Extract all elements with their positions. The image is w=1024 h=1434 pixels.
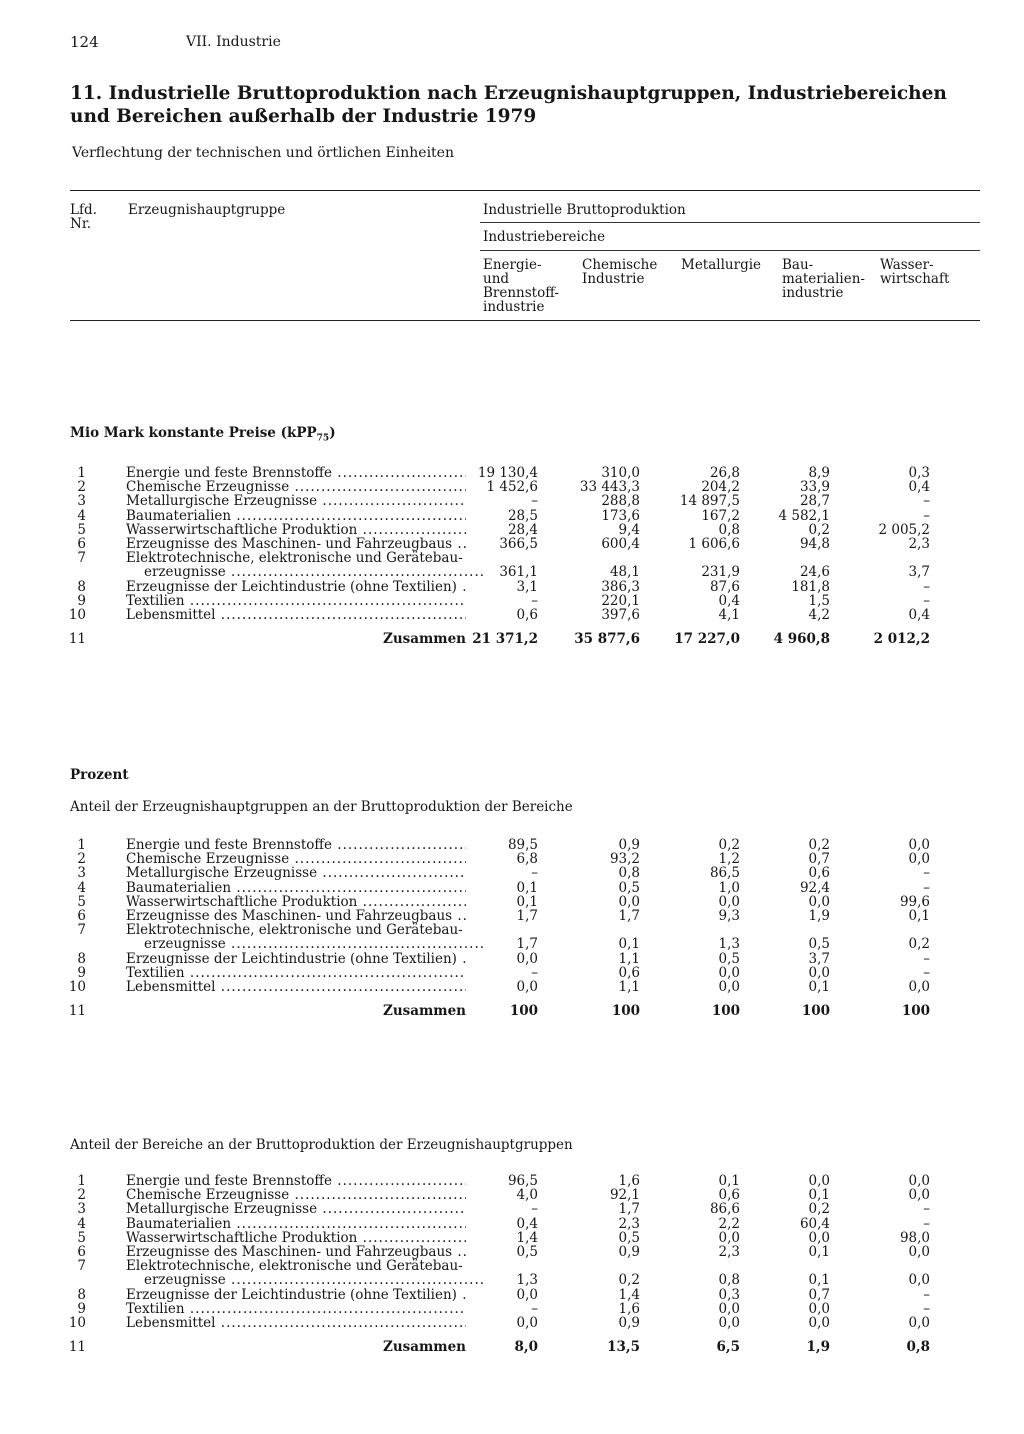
cell-value: 0,2 — [618, 1272, 640, 1289]
total-value: 100 — [509, 1003, 538, 1020]
cell-value: 0,0 — [908, 1244, 930, 1260]
cell-value: 0,0 — [908, 1315, 930, 1331]
cell-value: 1,3 — [718, 936, 740, 953]
row-number: 6 — [77, 1244, 86, 1260]
cell-value: 1,5 — [808, 592, 830, 609]
cell-value: 99,6 — [899, 893, 930, 910]
row-number: 8 — [77, 1286, 86, 1303]
table-row — [0, 1217, 1024, 1232]
row-number: 9 — [77, 592, 86, 609]
cell-value: 1,6 — [618, 1173, 640, 1189]
table-row — [0, 537, 1024, 552]
cell-value: 0,5 — [618, 879, 640, 896]
cell-value: 0,0 — [808, 1315, 830, 1331]
table-row — [0, 909, 1024, 924]
cell-value: 397,6 — [601, 607, 640, 623]
table-row — [0, 1288, 1024, 1303]
cell-value: 86,5 — [709, 865, 740, 882]
cell-value: 3,1 — [516, 578, 538, 595]
cell-value: 87,6 — [709, 578, 740, 595]
row-label: Baumaterialien ..... — [126, 881, 466, 895]
cell-value: 2,3 — [908, 536, 930, 552]
section-2-subtitle: Anteil der Erzeugnishauptgruppen an der Bruttoproduktion der Bereiche — [70, 799, 573, 815]
header-lfd: Lfd. — [70, 202, 97, 218]
row-label: Erzeugnisse des Maschinen- und Fahrzeugbaus ..... — [126, 537, 466, 551]
row-label: Erzeugnisse der Leichtindustrie (ohne Textilien) ..... — [126, 952, 466, 966]
cell-value: 1,7 — [516, 936, 538, 953]
row-number: 3 — [77, 1201, 86, 1218]
cell-value: 1,2 — [718, 851, 740, 868]
cell-value: 92,1 — [609, 1187, 640, 1204]
header-group: Erzeugnishauptgruppe — [128, 202, 286, 218]
cell-value: 1,7 — [516, 908, 538, 924]
header-nr: Nr. — [70, 216, 92, 232]
cell-value: 24,6 — [799, 564, 830, 581]
cell-value: 33,9 — [799, 479, 830, 496]
cell-value: 33 443,3 — [579, 479, 640, 496]
cell-value: 0,1 — [718, 1173, 740, 1189]
cell-value: – — [923, 1300, 930, 1317]
row-number: 11 — [68, 1339, 86, 1356]
row-label: Lebensmittel ..... — [126, 608, 466, 622]
cell-value: – — [923, 493, 930, 510]
cell-value: 4 582,1 — [778, 507, 830, 524]
row-number: 2 — [77, 479, 86, 496]
cell-value: 4,0 — [516, 1187, 538, 1204]
row-label: Energie und feste Brennstoffe ..... — [126, 838, 466, 852]
table-row — [0, 608, 1024, 623]
cell-value: 0,5 — [618, 1229, 640, 1246]
header-col-chemistry: Chemische Industrie — [582, 257, 658, 287]
row-label: erzeugnisse ..... — [144, 565, 484, 579]
header-col-building-materials: Bau- materialien- industrie — [782, 257, 865, 301]
row-label: Erzeugnisse des Maschinen- und Fahrzeugbaus ..... — [126, 1245, 466, 1259]
cell-value: 181,8 — [791, 578, 830, 595]
cell-value: 48,1 — [609, 564, 640, 581]
table-row-label-line — [0, 923, 1024, 938]
cell-value: 386,3 — [601, 578, 640, 595]
cell-value: 9,4 — [618, 521, 640, 538]
cell-value: 2 005,2 — [878, 521, 930, 538]
cell-value: 3,7 — [908, 564, 930, 581]
row-label: Textilien ..... — [126, 1302, 466, 1316]
total-value: 100 — [901, 1003, 930, 1020]
row-label: Wasserwirtschaftliche Produktion ..... — [126, 1231, 466, 1245]
row-number: 1 — [77, 465, 86, 481]
row-label: erzeugnisse ..... — [144, 1273, 484, 1287]
cell-value: – — [531, 1201, 538, 1218]
cell-value: 0,0 — [516, 950, 538, 967]
row-number: 2 — [77, 851, 86, 868]
cell-value: – — [531, 1300, 538, 1317]
cell-value: 0,4 — [516, 1215, 538, 1232]
cell-value: 0,4 — [908, 607, 930, 623]
row-label: Chemische Erzeugnisse ..... — [126, 1188, 466, 1202]
row-label: Lebensmittel ..... — [126, 1316, 466, 1330]
cell-value: 96,5 — [507, 1173, 538, 1189]
cell-value: 94,8 — [799, 536, 830, 552]
cell-value: – — [531, 592, 538, 609]
total-value: 13,5 — [607, 1339, 640, 1356]
row-number: 8 — [77, 950, 86, 967]
cell-value: 28,4 — [507, 521, 538, 538]
table-row — [0, 937, 1024, 952]
cell-value: – — [531, 964, 538, 981]
cell-value: 1 606,6 — [688, 536, 740, 552]
header-rule-2 — [480, 250, 980, 251]
row-label: Textilien ..... — [126, 594, 466, 608]
cell-value: – — [531, 493, 538, 510]
row-number: 6 — [77, 908, 86, 924]
cell-value: – — [923, 865, 930, 882]
total-label: Zusammen — [383, 1339, 466, 1356]
row-number: 4 — [77, 1215, 86, 1232]
cell-value: 0,0 — [908, 1272, 930, 1289]
cell-value: 0,2 — [808, 521, 830, 538]
total-value: 17 227,0 — [674, 631, 740, 648]
header-sub: Industriebereiche — [483, 229, 606, 245]
total-value: 6,5 — [716, 1339, 740, 1356]
cell-value: 0,5 — [516, 1244, 538, 1260]
row-number: 5 — [77, 521, 86, 538]
table-row — [0, 866, 1024, 881]
cell-value: 0,7 — [808, 1286, 830, 1303]
cell-value: 0,8 — [718, 521, 740, 538]
cell-value: 0,4 — [718, 592, 740, 609]
table-row — [0, 1302, 1024, 1317]
total-value: 4 960,8 — [773, 631, 830, 648]
header-rule-1 — [480, 222, 980, 223]
cell-value: 0,6 — [516, 607, 538, 623]
cell-value: 26,8 — [709, 465, 740, 481]
table-row — [0, 966, 1024, 981]
cell-value: 3,7 — [808, 950, 830, 967]
cell-value: 1,1 — [618, 979, 640, 995]
header-top-rule — [70, 190, 980, 191]
row-number: 9 — [77, 964, 86, 981]
row-label: Wasserwirtschaftliche Produktion ..... — [126, 523, 466, 537]
cell-value: 0,5 — [808, 936, 830, 953]
row-label: erzeugnisse ..... — [144, 937, 484, 951]
cell-value: 1,4 — [516, 1229, 538, 1246]
cell-value: 0,0 — [908, 1187, 930, 1204]
total-value: 2 012,2 — [873, 631, 930, 648]
total-value: 100 — [611, 1003, 640, 1020]
cell-value: 1 452,6 — [486, 479, 538, 496]
cell-value: 0,9 — [618, 1315, 640, 1331]
row-label: Wasserwirtschaftliche Produktion ..... — [126, 895, 466, 909]
cell-value: 0,1 — [908, 908, 930, 924]
row-number: 1 — [77, 1173, 86, 1189]
cell-value: 310,0 — [601, 465, 640, 481]
cell-value: 231,9 — [701, 564, 740, 581]
cell-value: 0,6 — [718, 1187, 740, 1204]
cell-value: 0,8 — [618, 865, 640, 882]
cell-value: 8,9 — [808, 465, 830, 481]
table-row — [0, 881, 1024, 896]
cell-value: 366,5 — [499, 536, 538, 552]
cell-value: 0,3 — [908, 465, 930, 481]
cell-value: 0,0 — [808, 1229, 830, 1246]
row-number: 9 — [77, 1300, 86, 1317]
cell-value: 98,0 — [899, 1229, 930, 1246]
cell-value: 0,0 — [718, 893, 740, 910]
section-2-label: Prozent — [70, 767, 129, 783]
row-number: 5 — [77, 1229, 86, 1246]
cell-value: 173,6 — [601, 507, 640, 524]
cell-value: 93,2 — [609, 851, 640, 868]
row-number: 7 — [77, 922, 86, 939]
cell-value: 92,4 — [799, 879, 830, 896]
cell-value: 600,4 — [601, 536, 640, 552]
table-row — [0, 1231, 1024, 1246]
row-number: 5 — [77, 893, 86, 910]
cell-value: 0,0 — [908, 851, 930, 868]
chapter-heading: VII. Industrie — [186, 34, 281, 50]
table-row — [0, 1245, 1024, 1260]
cell-value: 1,6 — [618, 1300, 640, 1317]
row-label: Metallurgische Erzeugnisse ..... — [126, 494, 466, 508]
section-1-label: Mio Mark konstante Preise (kPP$_{75}$) — [70, 425, 336, 444]
row-label: Textilien ..... — [126, 966, 466, 980]
cell-value: 0,0 — [718, 1300, 740, 1317]
table-row — [0, 980, 1024, 995]
cell-value: 1,9 — [808, 908, 830, 924]
cell-value: 1,1 — [618, 950, 640, 967]
cell-value: 0,7 — [808, 851, 830, 868]
row-number: 11 — [68, 631, 86, 648]
cell-value: 9,3 — [718, 908, 740, 924]
cell-value: 89,5 — [507, 837, 538, 853]
cell-value: 2,3 — [718, 1244, 740, 1260]
cell-value: – — [923, 964, 930, 981]
row-number: 7 — [77, 550, 86, 567]
row-label: Metallurgische Erzeugnisse ..... — [126, 866, 466, 880]
cell-value: 1,0 — [718, 879, 740, 896]
cell-value: 0,6 — [618, 964, 640, 981]
cell-value: 0,0 — [718, 1315, 740, 1331]
cell-value: 0,0 — [718, 1229, 740, 1246]
cell-value: 4,2 — [808, 607, 830, 623]
cell-value: 0,6 — [808, 865, 830, 882]
header-main: Industrielle Bruttoproduktion — [483, 202, 686, 218]
cell-value: 0,0 — [808, 893, 830, 910]
cell-value: 0,2 — [908, 936, 930, 953]
row-label: Elektrotechnische, elektronische und Gerätebau- — [126, 923, 463, 938]
row-label: Erzeugnisse des Maschinen- und Fahrzeugbaus ..... — [126, 909, 466, 923]
table-row — [0, 952, 1024, 967]
table-row — [0, 1316, 1024, 1331]
row-label: Baumaterialien ..... — [126, 1217, 466, 1231]
header-col-metallurgy: Metallurgie — [681, 257, 762, 273]
cell-value: 1,4 — [618, 1286, 640, 1303]
cell-value: 1,7 — [618, 908, 640, 924]
cell-value: 0,0 — [908, 837, 930, 853]
cell-value: 2,3 — [618, 1215, 640, 1232]
total-label: Zusammen — [383, 1003, 466, 1020]
row-label: Energie und feste Brennstoffe ..... — [126, 466, 466, 480]
cell-value: 0,0 — [808, 1173, 830, 1189]
cell-value: 0,2 — [718, 837, 740, 853]
cell-value: 220,1 — [601, 592, 640, 609]
cell-value: 0,0 — [516, 1315, 538, 1331]
row-number: 10 — [68, 979, 86, 995]
table-row-label-line — [0, 1259, 1024, 1274]
cell-value: 0,0 — [516, 979, 538, 995]
table-row — [0, 1202, 1024, 1217]
row-number: 10 — [68, 607, 86, 623]
cell-value: – — [923, 879, 930, 896]
row-label: Erzeugnisse der Leichtindustrie (ohne Textilien) ..... — [126, 1288, 466, 1302]
row-label: Energie und feste Brennstoffe ..... — [126, 1174, 466, 1188]
cell-value: 204,2 — [701, 479, 740, 496]
cell-value: 0,0 — [808, 1300, 830, 1317]
row-number: 11 — [68, 1003, 86, 1020]
cell-value: 361,1 — [499, 564, 538, 581]
cell-value: 0,9 — [618, 1244, 640, 1260]
cell-value: 0,0 — [908, 979, 930, 995]
row-number: 4 — [77, 507, 86, 524]
cell-value: 0,0 — [516, 1286, 538, 1303]
total-value: 1,9 — [806, 1339, 830, 1356]
row-label: Baumaterialien ..... — [126, 509, 466, 523]
row-number: 4 — [77, 879, 86, 896]
section-3-subtitle: Anteil der Bereiche an der Bruttoproduktion der Erzeugnishauptgruppen — [70, 1137, 573, 1153]
cell-value: – — [923, 1286, 930, 1303]
header-col-water: Wasser- wirtschaft — [880, 257, 950, 287]
cell-value: 2,2 — [718, 1215, 740, 1232]
total-value: 0,8 — [906, 1339, 930, 1356]
cell-value: 288,8 — [601, 493, 640, 510]
row-label: Elektrotechnische, elektronische und Gerätebau- — [126, 551, 463, 566]
header-bottom-rule — [70, 320, 980, 321]
cell-value: 0,1 — [516, 893, 538, 910]
cell-value: 0,3 — [718, 1286, 740, 1303]
row-number: 3 — [77, 865, 86, 882]
cell-value: 28,5 — [507, 507, 538, 524]
row-number: 7 — [77, 1258, 86, 1275]
total-value: 21 371,2 — [472, 631, 538, 648]
cell-value: 4,1 — [718, 607, 740, 623]
table-row — [0, 1174, 1024, 1189]
row-number: 10 — [68, 1315, 86, 1331]
cell-value: 0,0 — [718, 979, 740, 995]
table-row — [0, 852, 1024, 867]
row-label: Chemische Erzeugnisse ..... — [126, 480, 466, 494]
total-label: Zusammen — [383, 631, 466, 648]
cell-value: – — [923, 1201, 930, 1218]
cell-value: 0,0 — [908, 1173, 930, 1189]
cell-value: 19 130,4 — [477, 465, 538, 481]
cell-value: – — [923, 592, 930, 609]
total-value: 35 877,6 — [574, 631, 640, 648]
cell-value: 0,2 — [808, 1201, 830, 1218]
total-value: 100 — [711, 1003, 740, 1020]
row-number: 3 — [77, 493, 86, 510]
cell-value: – — [923, 578, 930, 595]
table-subtitle: Verflechtung der technischen und örtlichen Einheiten — [72, 145, 454, 161]
cell-value: 0,4 — [908, 479, 930, 496]
table-row — [0, 1188, 1024, 1203]
row-label: Elektrotechnische, elektronische und Gerätebau- — [126, 1259, 463, 1274]
cell-value: – — [923, 1215, 930, 1232]
cell-value: 0,1 — [618, 936, 640, 953]
cell-value: 1,3 — [516, 1272, 538, 1289]
cell-value: 14 897,5 — [679, 493, 740, 510]
cell-value: 86,6 — [709, 1201, 740, 1218]
cell-value: 0,1 — [808, 1272, 830, 1289]
cell-value: 0,0 — [618, 893, 640, 910]
cell-value: 1,7 — [618, 1201, 640, 1218]
row-number: 1 — [77, 837, 86, 853]
page-number: 124 — [70, 33, 99, 51]
table-row — [0, 480, 1024, 495]
table-row — [0, 838, 1024, 853]
table-total-row — [0, 632, 1024, 647]
table-total-row — [0, 1004, 1024, 1019]
row-label: Metallurgische Erzeugnisse ..... — [126, 1202, 466, 1216]
cell-value: 0,1 — [808, 1187, 830, 1204]
row-number: 6 — [77, 536, 86, 552]
table-row — [0, 594, 1024, 609]
cell-value: 0,0 — [808, 964, 830, 981]
total-value: 8,0 — [514, 1339, 538, 1356]
row-label: Chemische Erzeugnisse ..... — [126, 852, 466, 866]
cell-value: 0,9 — [618, 837, 640, 853]
table-total-row — [0, 1340, 1024, 1355]
cell-value: 0,2 — [808, 837, 830, 853]
cell-value: 0,0 — [718, 964, 740, 981]
cell-value: 6,8 — [516, 851, 538, 868]
table-row — [0, 565, 1024, 580]
row-number: 8 — [77, 578, 86, 595]
cell-value: – — [531, 865, 538, 882]
table-title: 11. Industrielle Bruttoproduktion nach Erzeugnishauptgruppen, Industriebereichen und Bereichen außerhalb der Industrie 1979 — [70, 83, 947, 127]
cell-value: – — [923, 507, 930, 524]
cell-value: 0,5 — [718, 950, 740, 967]
cell-value: 28,7 — [799, 493, 830, 510]
cell-value: 0,1 — [516, 879, 538, 896]
cell-value: – — [923, 950, 930, 967]
cell-value: 60,4 — [799, 1215, 830, 1232]
table-row — [0, 895, 1024, 910]
row-label: Erzeugnisse der Leichtindustrie (ohne Textilien) ..... — [126, 580, 466, 594]
row-number: 2 — [77, 1187, 86, 1204]
cell-value: 0,1 — [808, 979, 830, 995]
header-col-energy: Energie- und Brennstoff- industrie — [483, 257, 559, 315]
table-row — [0, 580, 1024, 595]
cell-value: 167,2 — [701, 507, 740, 524]
cell-value: 0,8 — [718, 1272, 740, 1289]
table-row — [0, 1273, 1024, 1288]
row-label: Lebensmittel ..... — [126, 980, 466, 994]
cell-value: 0,1 — [808, 1244, 830, 1260]
total-value: 100 — [801, 1003, 830, 1020]
